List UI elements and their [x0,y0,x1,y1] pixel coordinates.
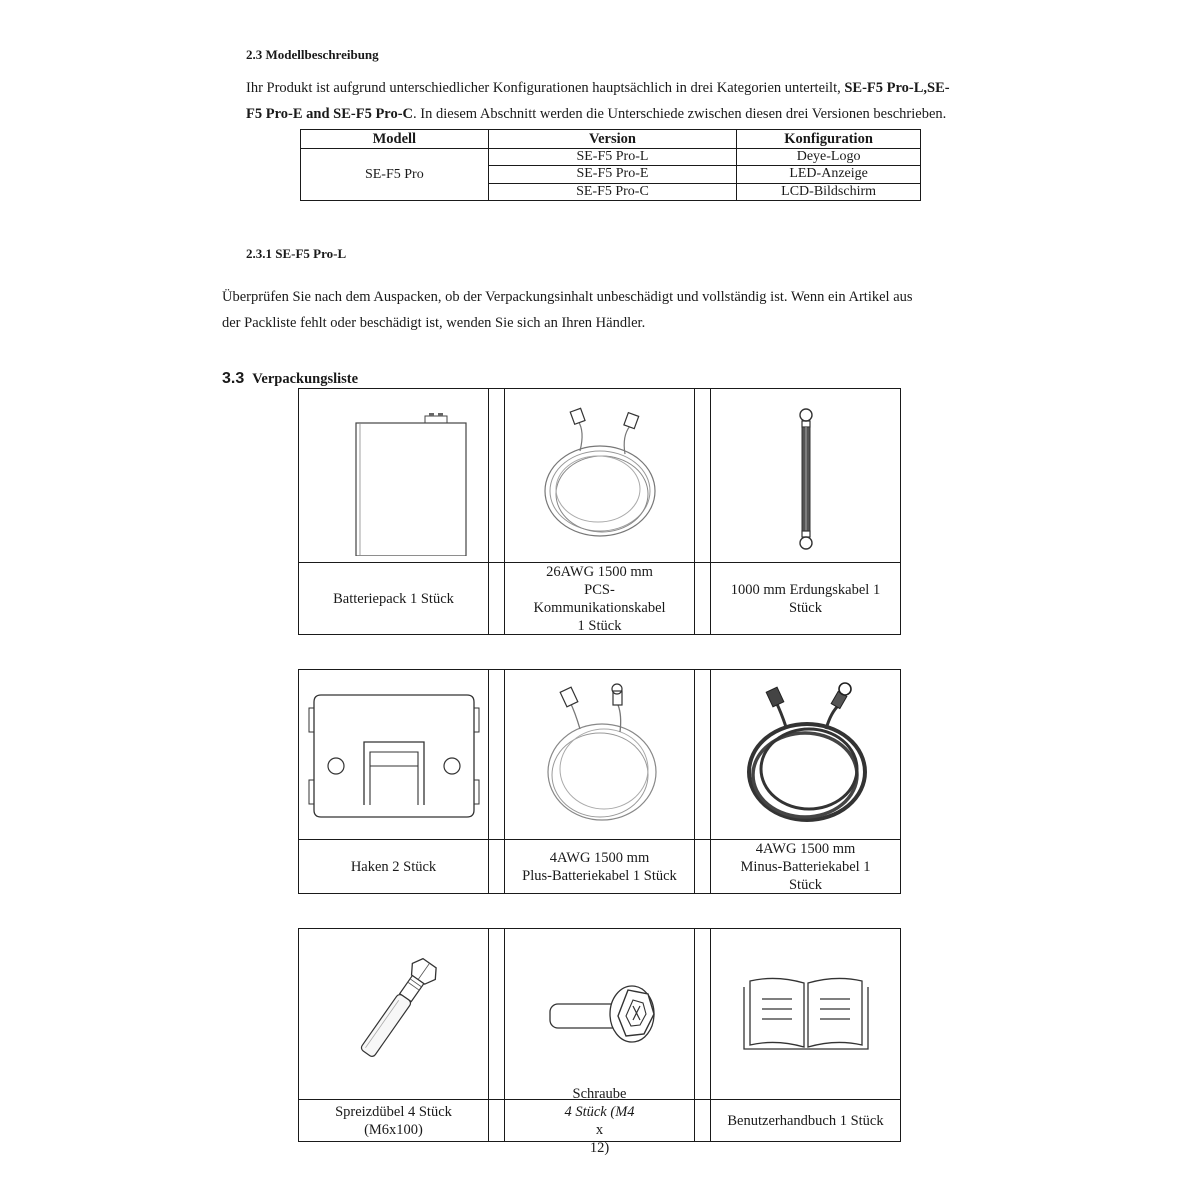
para-text: . In diesem Abschnitt werden die Unterschiede zwischen diesen drei Versionen beschrieben. [413,106,947,122]
screw-icon [530,954,670,1074]
item-label: Kommunikationskabel [533,599,666,616]
packing-item-pcs-cable [505,389,694,634]
item-label: 1000 mm Erdungskabel 1 [730,581,881,598]
item-label: Plus-Batteriekabel 1 Stück [522,867,677,884]
para-text: Ihr Produkt ist aufgrund unterschiedlicher Konfigurationen hauptsächlich in drei Kategorien unterteilt, [246,80,845,96]
packing-item-anchor [299,929,488,1141]
table-header: Modell [301,130,489,149]
screw-label-text: Schraube [572,1085,627,1102]
ground-cable-icon [776,401,836,551]
config-cell: LED-Anzeige [737,166,921,183]
para-line: Überprüfen Sie nach dem Auspacken, ob der Verpackungsinhalt unbeschädigt und vollständig ist. Wenn ein Artikel aus [222,289,913,305]
item-label: Minus-Batteriekabel 1 [740,858,871,875]
intro-paragraph [246,75,966,127]
hook-icon [304,690,484,820]
packing-row-1 [298,388,901,635]
model-cell: SE-F5 Pro [301,149,489,201]
screw-label-italic: 4 Stück (M4 [564,1103,635,1120]
unpacking-paragraph [222,284,982,336]
version-cell: SE-F5 Pro-E [488,166,737,183]
item-label: Batteriepack 1 Stück [333,590,454,607]
packing-row-3 [298,928,901,1156]
item-label: 26AWG 1500 mm [546,563,653,580]
section-heading-2-3-1: 2.3.1 SE-F5 Pro-L [246,246,347,261]
item-label: Haken 2 Stück [350,858,437,875]
para-bold: F5 Pro-E and SE-F5 Pro-C [246,106,414,122]
item-label: 4AWG 1500 mm [549,849,650,866]
version-cell: SE-F5 Pro-L [488,149,737,166]
table-header: Version [488,130,737,149]
item-label: Stück [788,876,823,893]
manual-book-icon [736,969,876,1059]
item-label: 4AWG 1500 mm [755,840,856,857]
table-header: Konfiguration [737,130,921,149]
packing-item-hook [299,670,488,893]
packing-item-battery [299,389,488,634]
item-label: Stück [788,599,822,616]
para-line: der Packliste fehlt oder beschädigt ist, wenden Sie sich an Ihren Händler. [222,315,646,331]
packing-item-manual [711,929,900,1141]
section-heading-3-3 [222,370,358,388]
packing-item-ground-cable [711,389,900,634]
packing-row-2 [298,669,901,894]
section-number: 3.3 [222,370,245,387]
model-table [300,129,921,201]
item-label: Spreizdübel 4 Stück [335,1103,452,1120]
version-cell: SE-F5 Pro-C [488,183,737,200]
packing-item-screw [505,929,694,1156]
item-label: Benutzerhandbuch 1 Stück [727,1112,884,1129]
para-bold: SE-F5 Pro-L,SE- [844,80,950,96]
screw-label-x: x [595,1121,604,1138]
packing-item-plus-cable [505,670,694,893]
minus-cable-icon [731,677,881,832]
item-label: PCS- [584,581,615,598]
item-label: (M6x100) [364,1121,423,1138]
screw-label-suffix: 12) [589,1139,610,1156]
section-heading-2-3: 2.3 Modellbeschreibung [246,47,379,62]
packing-item-minus-cable [711,670,900,893]
anchor-bolt-icon [324,944,464,1084]
pcs-cable-icon [530,396,670,556]
battery-pack-icon [319,396,469,556]
section-title: Verpackungsliste [252,371,359,387]
item-label: 1 Stück [577,617,622,634]
item-label [564,1085,634,1157]
config-cell: Deye-Logo [737,149,921,166]
plus-cable-icon [530,677,670,832]
config-cell: LCD-Bildschirm [737,183,921,200]
